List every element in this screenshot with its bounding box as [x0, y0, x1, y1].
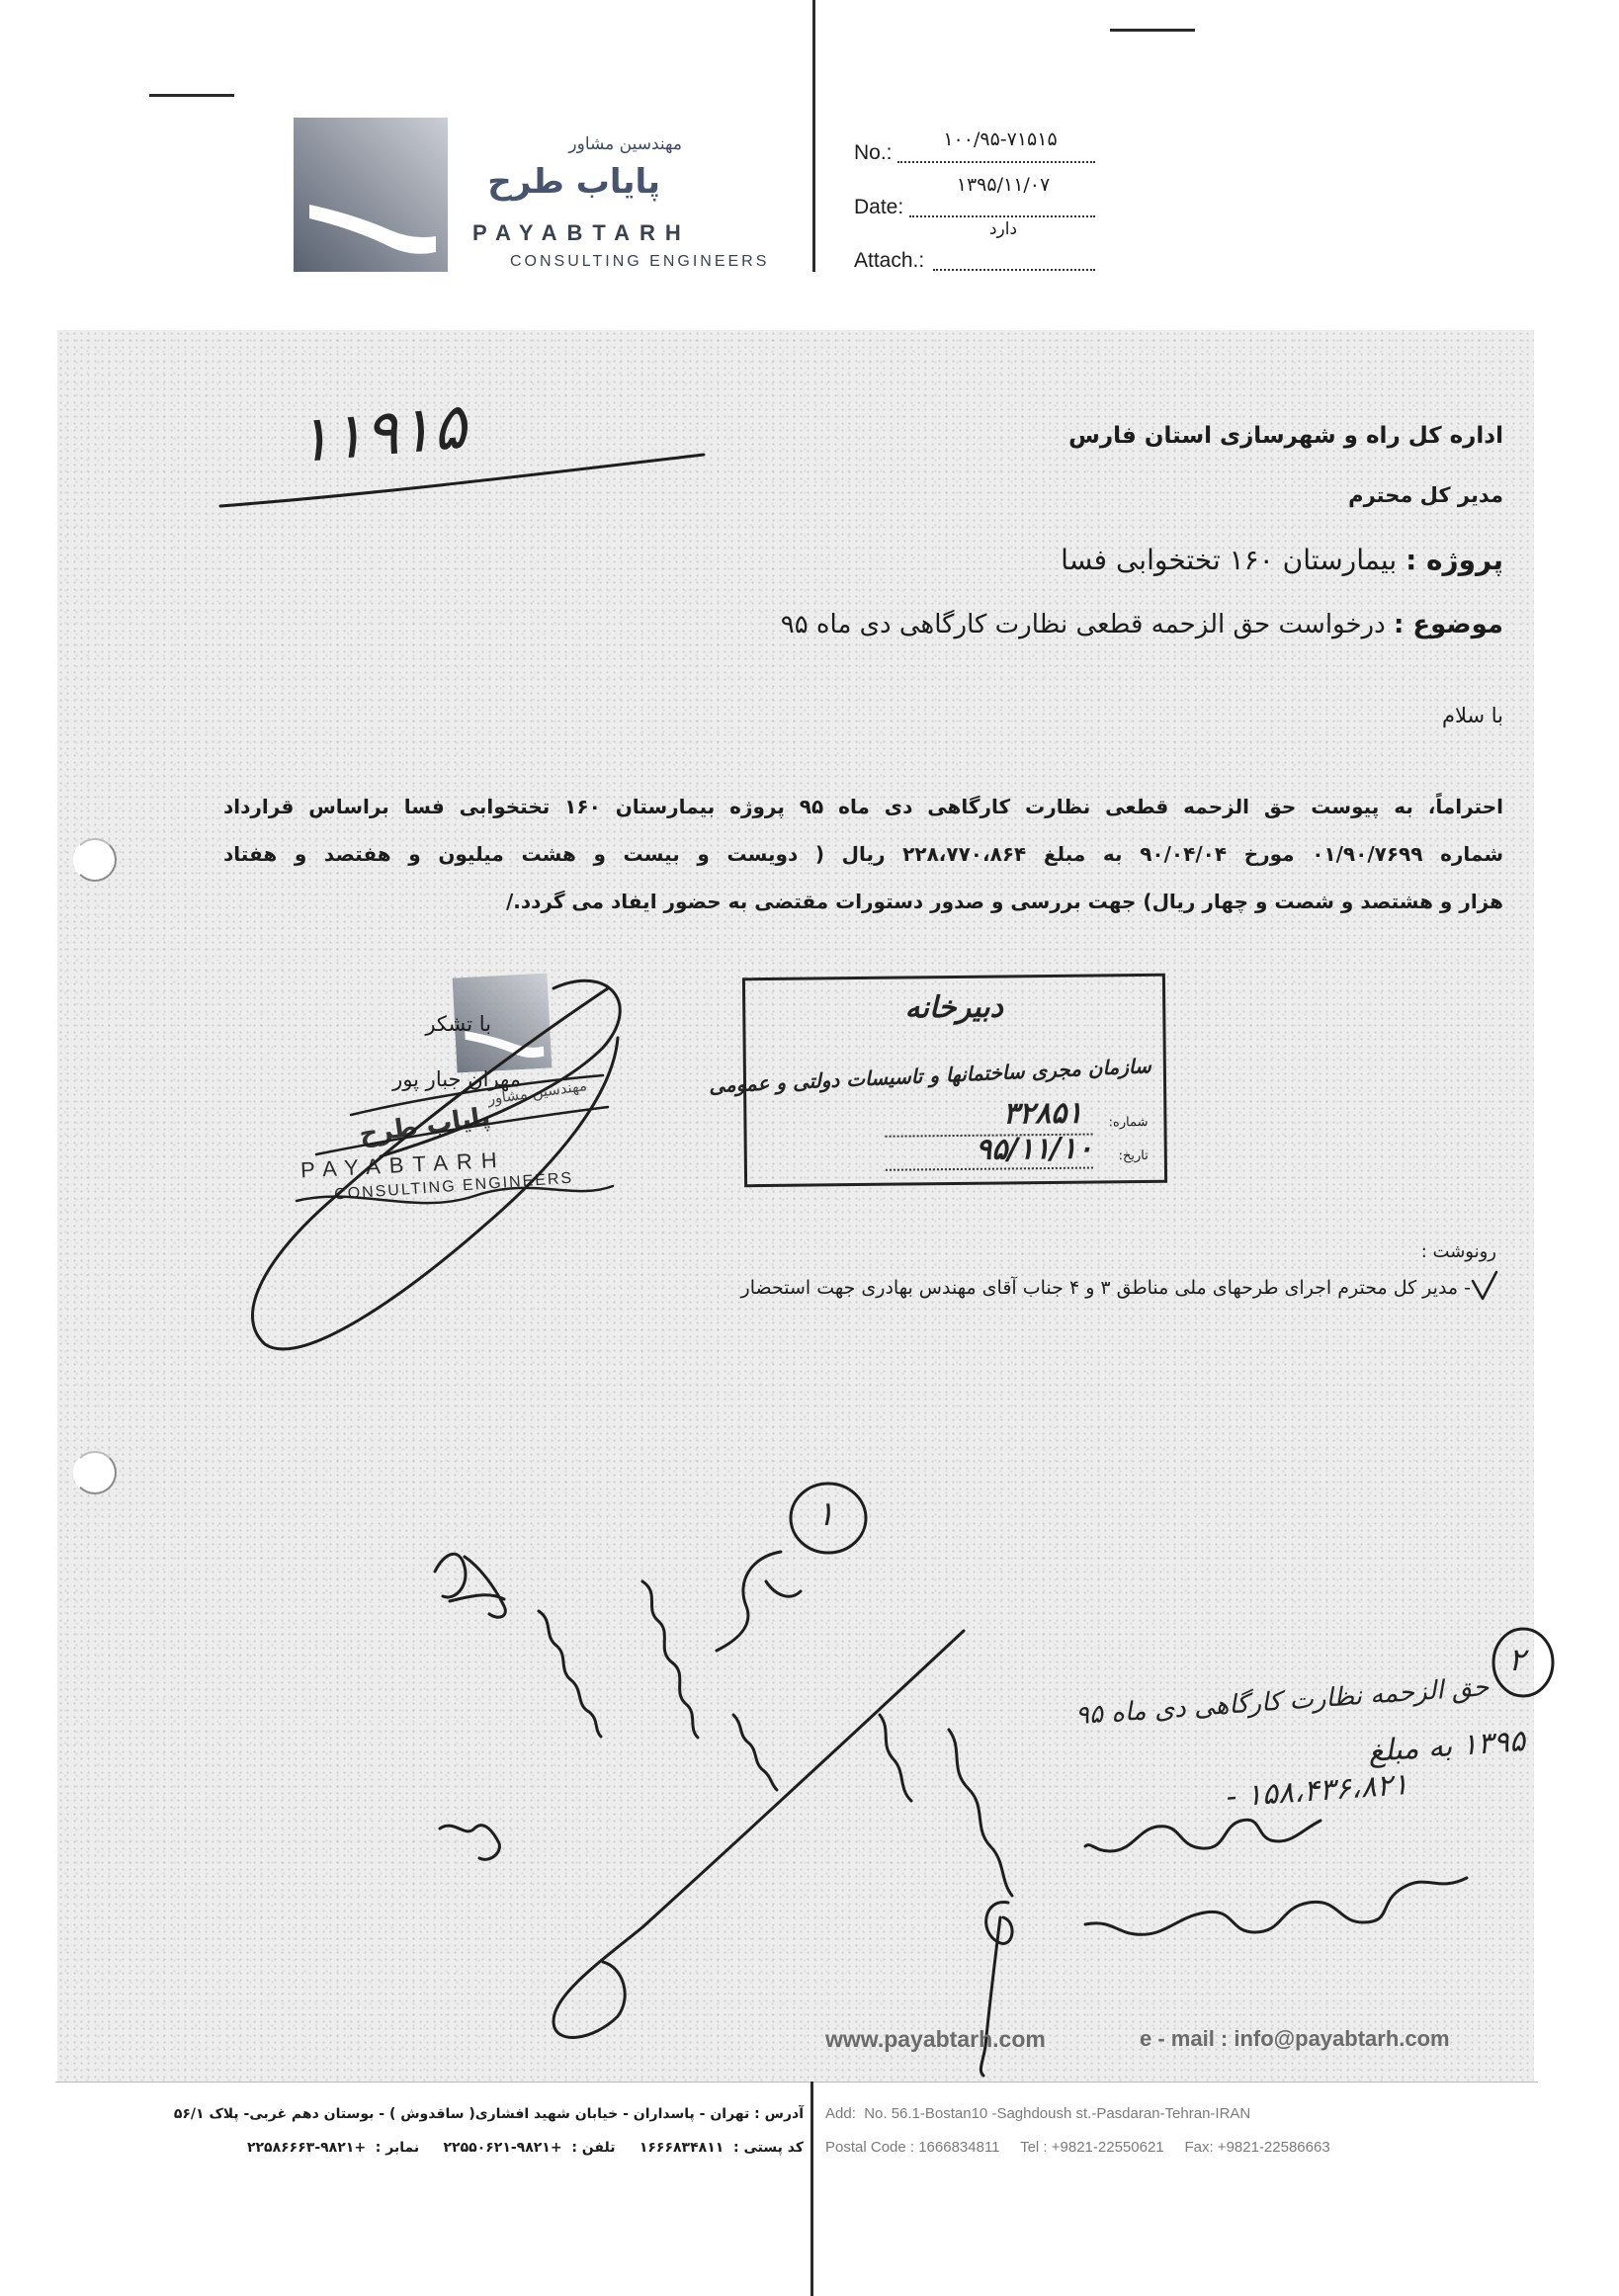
attachment-label: Attach.: [854, 249, 925, 272]
logo-subtitle-fa: مهندسین مشاور [568, 134, 682, 154]
logo-name-fa: پایاب طرح [487, 162, 660, 202]
receipt-stamp-title: دبیرخانه [904, 989, 1004, 1026]
letter-date-label: Date: [854, 196, 904, 218]
subject-value: درخواست حق الزحمه قطعی نظارت کارگاهی دی ماه ۹۵ [780, 610, 1386, 639]
signature-stamp-name-en: PAYABTARH [299, 1147, 507, 1183]
recipient-line: اداره کل راه و شهرسازی استان فارس [1068, 423, 1503, 449]
attachment-value: دارد [988, 219, 1018, 239]
note2-line: حق الزحمه نظارت کارگاهی دی ماه ۹۵ [1073, 1672, 1491, 1732]
footer-contact-fa: کد پستی : ۱۶۶۶۸۳۴۸۱۱ تلفن : +۹۸۲۱-۲۲۵۵۰۶۲۱ نمابر : +۹۸۲۱-۲۲۵۸۶۶۶۳ [246, 2140, 804, 2156]
signature-stamp-subtitle-en: CONSULTING ENGINEERS [333, 1169, 574, 1204]
punch-hole [73, 838, 117, 882]
footer-vertical-divider [810, 2082, 813, 2296]
letter-number-line [897, 161, 1095, 163]
receipt-number-label: شماره: [1108, 1114, 1149, 1131]
subject-line [781, 610, 1503, 639]
body-line: شماره ۰۱/۹۰/۷۶۹۹ مورخ ۹۰/۰۴/۰۴ به مبلغ ۲۲۸،۷۷۰،۸۶۴ ریال ( دویست و بیست و هشت میلیون و هفتصد و هفتاد [223, 842, 1504, 866]
receipt-date-value: ۹۵/۱۱/۱۰ [975, 1131, 1093, 1167]
project-label: پروژه : [1406, 544, 1503, 576]
salutation-title: مدیر کل محترم [1348, 483, 1503, 507]
signature-stamp-subtitle-fa: مهندسین مشاور [486, 1076, 588, 1108]
signer-name: مهران جبار پور [392, 1067, 521, 1091]
project-value: بیمارستان ۱۶۰ تختخوابی فسا [1061, 544, 1398, 576]
receipt-date-line [886, 1167, 1093, 1171]
footer-address-fa: آدرس : تهران - پاسداران - خیابان شهید افشاری( ساقدوش ) - بوستان دهم غربی- پلاک ۵۶/۱ [173, 2106, 804, 2122]
footer-email: e - mail : info@payabtarh.com [1140, 2026, 1450, 2051]
logo-subtitle-en: CONSULTING ENGINEERS [510, 253, 770, 270]
receipt-stamp [708, 974, 1167, 1187]
closing: با تشکر [425, 1012, 491, 1036]
subject-label: موضوع : [1393, 610, 1503, 639]
punch-hole [73, 1451, 117, 1494]
attachment-line [933, 269, 1095, 271]
note2-line: ۱۵۸،۴۳۶،۸۲۱ - [1225, 1767, 1410, 1815]
receipt-stamp-organization: سازمان مجری ساختمانها و تاسیسات دولتی و عمومی [708, 1054, 1152, 1098]
letter-date-line [909, 215, 1095, 217]
company-logo-icon [294, 118, 448, 272]
cc-line: - مدیر کل محترم اجرای طرحهای ملی مناطق ۳ و ۴ جناب آقای مهندس بهادری جهت استحضار [740, 1277, 1471, 1299]
letter-date-value: ۱۳۹۵/۱۱/۰۷ [956, 174, 1051, 196]
scan-background [57, 330, 1534, 2082]
note2-line: ۱۳۹۵ به مبلغ [1367, 1724, 1527, 1770]
scan-mark-top-left [149, 94, 234, 97]
footer-divider [55, 2082, 1538, 2083]
header-vertical-divider [812, 0, 815, 272]
footer-contact-en: Postal Code : 1666834811 Tel : +9821-22550621 Fax: +9821-22586663 [825, 2139, 1330, 2156]
body-line: احتراماً، به پیوست حق الزحمه قطعی نظارت کارگاهی دی ماه ۹۵ پروژه بیمارستان ۱۶۰ تختخوابی فسا براساس قرارداد [223, 795, 1503, 818]
receipt-date-label: تاریخ: [1118, 1148, 1149, 1164]
footer-website: www.payabtarh.com [825, 2026, 1046, 2052]
signature-stamp-name-fa: پایاب طرح [357, 1101, 493, 1150]
letter-body [223, 783, 1503, 925]
letter-number-label: No.: [854, 141, 893, 164]
note1-number: ۱ [816, 1494, 835, 1534]
letter-number-value: ۱۰۰/۹۵-۷۱۵۱۵ [943, 128, 1058, 150]
receipt-number-value: ۳۲۸۵۱ [1002, 1095, 1083, 1132]
footer-address-en: Add: No. 56.1-Bostan10 -Saghdoush st.-Pasdaran-Tehran-IRAN [825, 2105, 1251, 2122]
scan-mark-top-right [1110, 29, 1195, 32]
project-line [1061, 544, 1503, 576]
handwritten-reference-number: ۱۱۹۱۵ [294, 389, 469, 478]
logo-name-en: PAYABTARH [472, 220, 691, 245]
greeting: با سلام [1441, 704, 1503, 727]
body-line: هزار و هشتصد و شصت و چهار ریال) جهت بررسی و صدور دستورات مقتضی به حضور ایفاد می گردد./ [505, 890, 1503, 913]
note2-number: ۲ [1508, 1641, 1526, 1678]
cc-label: رونوشت : [1420, 1241, 1496, 1262]
